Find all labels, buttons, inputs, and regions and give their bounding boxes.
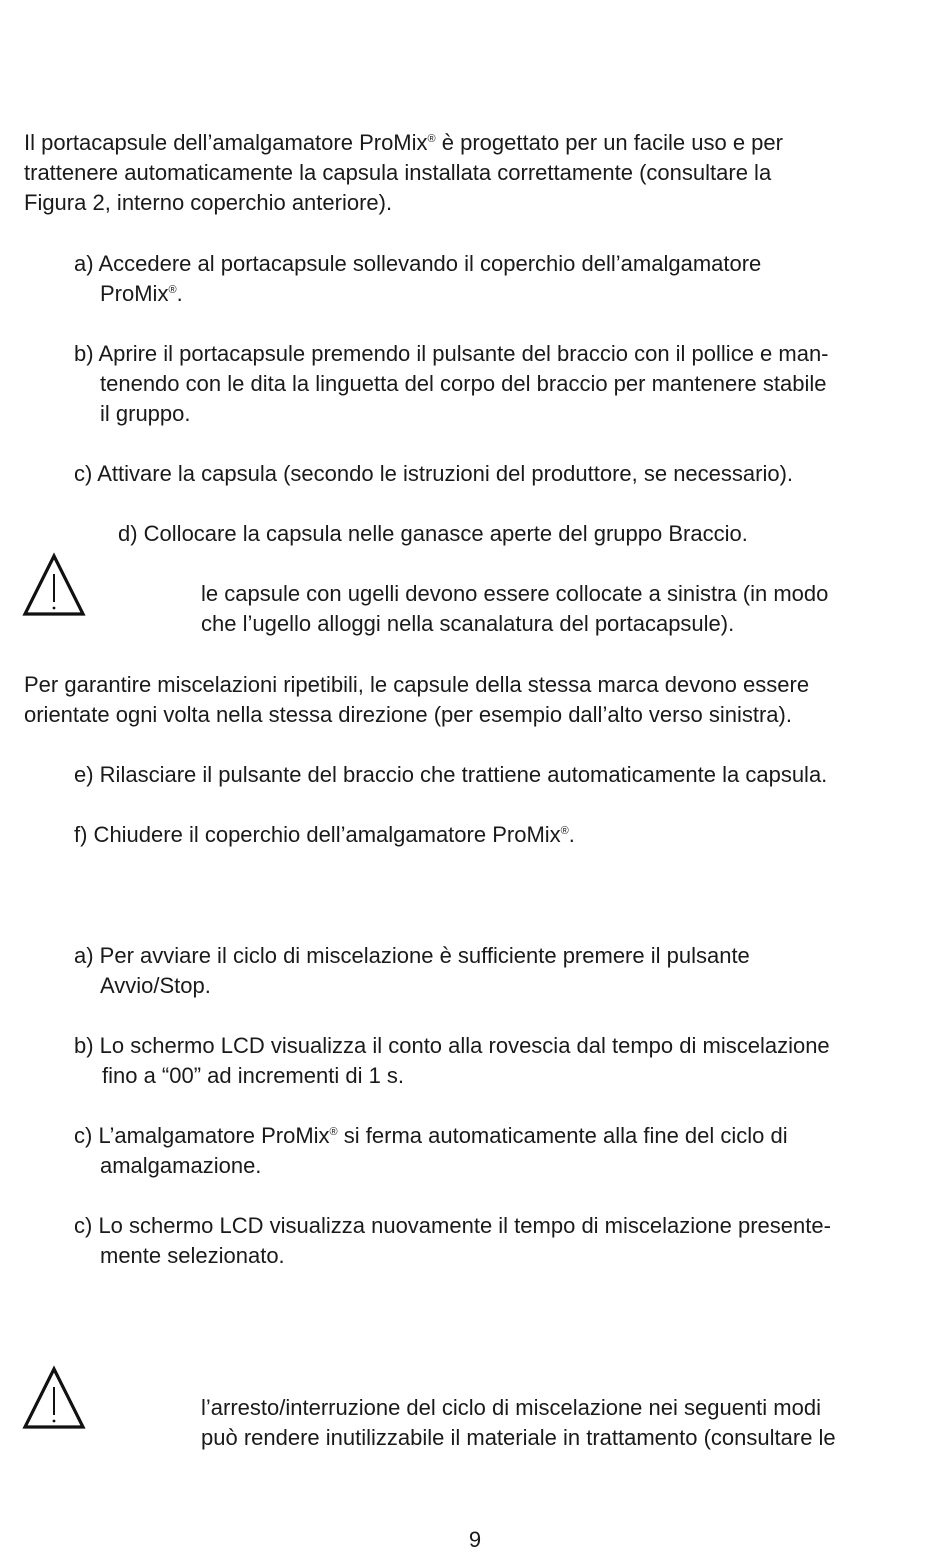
cycle-step-c-second: c) Lo schermo LCD visualizza nuovamente il tempo di miscelazione presente- mente selezionato. [74,1213,831,1268]
cycle-step-b: b) Lo schermo LCD visualizza il conto alla rovescia dal tempo di miscelazione fino a “00” ad incrementi di 1 s. [74,1033,830,1088]
step-f: f) Chiudere il coperchio dell’amalgamatore ProMix®. [74,822,575,847]
step-b: b) Aprire il portacapsule premendo il pulsante del braccio con il pollice e man- tenendo con le dita la linguetta del corpo del braccio per mantenere stabile il gruppo. [74,341,829,426]
step-c: c) Attivare la capsula (secondo le istruzioni del produttore, se necessario). [74,461,794,486]
cycle-step-c: c) L’amalgamatore ProMix® si ferma automaticamente alla fine del ciclo di amalgamazione. [74,1123,788,1178]
step-e: e) Rilasciare il pulsante del braccio che trattiene automaticamente la capsula. [74,762,828,787]
step-d: d) Collocare la capsula nelle ganasce aperte del gruppo Braccio. [118,521,748,546]
orientation-paragraph: Per garantire miscelazioni ripetibili, le capsule della stessa marca devono essere orientate ogni volta nella stessa direzione (per esempio dall’alto verso sinistra). [24,672,810,727]
page-number: 9 [468,1527,482,1552]
intro-paragraph [24,128,783,218]
cycle-step-a: a) Per avviare il ciclo di miscelazione è sufficiente premere il pulsante Avvio/Stop. [74,943,750,998]
intro-line: trattenere automaticamente la capsula installata correttamente (consultare la [24,160,772,185]
intro-line: Il portacapsule dell’amalgamatore ProMix® è progettato per un facile uso e per [24,130,783,155]
intro-line: Figura 2, interno coperchio anteriore). [24,190,393,215]
warning-triangle-icon [22,552,86,618]
warning-text-1: le capsule con ugelli devono essere collocate a sinistra (in modo che l’ugello alloggi nella scanalatura del portacapsule). [201,581,829,636]
warning-text-2: l’arresto/interruzione del ciclo di miscelazione nei seguenti modi può rendere inutilizzabile il materiale in trattamento (consultare le [201,1395,836,1450]
step-a: a) Accedere al portacapsule sollevando il coperchio dell’amalgamatore ProMix®. [74,251,762,306]
warning-triangle-icon [22,1365,86,1431]
